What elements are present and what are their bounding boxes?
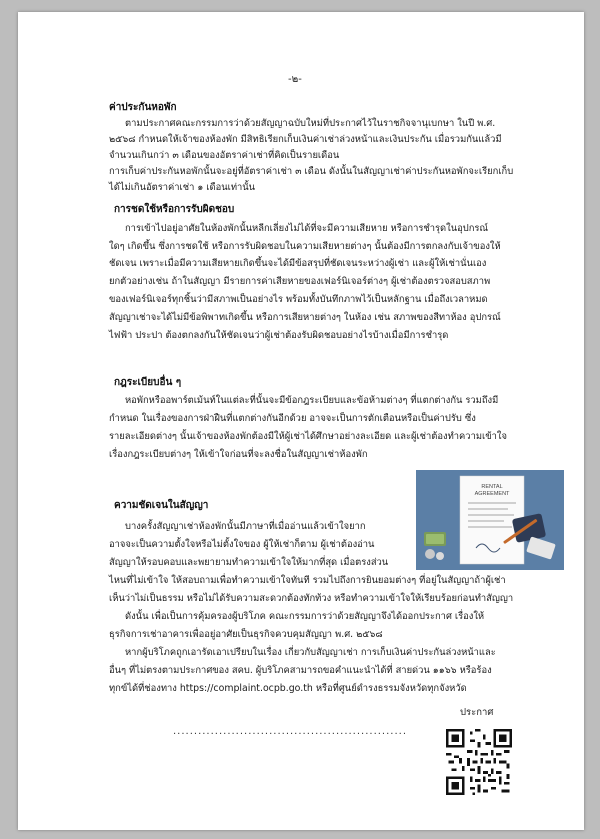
heading-compensation: การชดใช้หรือการรับผิดชอบ [114,204,235,215]
text-line: สัญญาให้รอบคอบและพยายามทำความเข้าใจให้มากที่สุด เมื่อตรงส่วน [109,557,389,568]
page-number: -๒- [288,74,302,85]
illus-doc-label-2: AGREEMENT [474,491,510,497]
text-line: รายละเอียดต่างๆ นั้นเจ้าของห้องพักต้องมีให้ผู้เช่าได้ศึกษาอย่างละเอียด และผู้เช่าต้องทำความเข้าใจ [109,431,507,442]
document-page [18,12,584,830]
text-line: ตามประกาศคณะกรรมการว่าด้วยสัญญาฉบับใหม่ที่ประกาศไว้ในราชกิจจานุเบกษา ในปี พ.ศ. [125,118,496,129]
text-line: อื่นๆ ที่ไม่ตรงตามประกาศของ สคบ. ผู้บริโภคสามารถขอคำแนะนำได้ที่ สายด่วน ๑๑๖๖ หรือร้อง [109,665,492,676]
heading-other-rules: กฎระเบียบอื่น ๆ [114,377,182,388]
text-line: เห็นว่าไม่เป็นธรรม หรือไม่ได้รับความสะดวกต้องทักท้วง หรือทำความเข้าใจให้เรียบร้อยก่อนทำสัญญา [109,593,514,604]
text-line: ไหนที่ไม่เข้าใจ ให้สอบถามเพื่อทำความเข้าใจทันที รวมไปถึงการยินยอมต่างๆ ที่อยู่ในสัญญาถ้าผู้เช่า [109,575,506,586]
text-line: ๒๕๖๘ กำหนดให้เจ้าของห้องพัก มีสิทธิเรียกเก็บเงินค่าเช่าล่วงหน้าและเงินประกัน เมื่อรวมกันแล้วมี [109,134,502,145]
text-line: ยกตัวอย่างเช่น ถ้าในสัญญา มีรายการค่าเสียหายของเฟอร์นิเจอร์ต่างๆ ผู้เช่าต้องตรวจสอบสภาพ [109,276,491,287]
text-line: บางครั้งสัญญาเช่าห้องพักนั้นมีภาษาที่เมื่ออ่านแล้วเข้าใจยาก [125,521,366,532]
text-line: ของเฟอร์นิเจอร์ทุกชิ้นว่ามีสภาพเป็นอย่างไร พร้อมทั้งบันทึกภาพไว้เป็นหลักฐาน เมื่อถึงเวลาหมด [109,294,488,305]
text-line: ใดๆ เกิดขึ้น ซึ่งการชดใช้ หรือการรับผิดชอบในความเสียหายต่างๆ นั้นต้องมีการตกลงกับเจ้าของให้ [109,241,501,252]
text-line: การเก็บค่าประกันหอพักนั้นจะอยู่ที่อัตราค่าเช่า ๓ เดือน ดังนั้นในสัญญาเช่าค่าประกันหอพักจะเรียกเก็บ [109,166,514,177]
text-line: หอพักหรืออพาร์ตเม้นท์ในแต่ละที่นั้นจะมีข้อกฎระเบียบและข้อห้ามต่างๆ ที่แตกต่างกัน รวมถึงมี [125,395,499,406]
text-line: เรื่องกฎระเบียบต่างๆ ให้เข้าใจก่อนที่จะลงชื่อในสัญญาเช่าห้องพัก [109,449,368,460]
text-line: ดังนั้น เพื่อเป็นการคุ้มครองผู้บริโภค คณะกรรมการว่าด้วยสัญญาจึงได้ออกประกาศ เรื่องให้ [125,611,485,622]
announcement-label: ประกาศ [460,707,494,718]
text-line: หากผู้บริโภคถูกเอารัดเอาเปรียบในเรื่อง เกี่ยวกับสัญญาเช่า การเก็บเงินค่าประกันล่วงหน้าและ [125,647,496,658]
heading-deposit: ค่าประกันหอพัก [109,102,177,113]
qr-code-icon [446,729,512,795]
text-line: ไฟฟ้า ประปา ต้องตกลงกันให้ชัดเจนว่าผู้เช่าต้องรับผิดชอบอย่างไรบ้างเมื่อมีการชำรุด [109,330,449,341]
text-line: จำนวนเกินกว่า ๓ เดือนของอัตราค่าเช่าที่คิดเป็นรายเดือน [109,150,340,161]
signature-line: ........................................................ [173,726,408,737]
text-line: ได้ไม่เกินอัตราค่าเช่า ๑ เดือนเท่านั้น [109,182,256,193]
text-line: ชัดเจน เพราะเมื่อมีความเสียหายเกิดขึ้นจะได้มีข้อสรุปที่ชัดเจนระหว่างผู้เช่า และผู้ให้เช่านั่นเอง [109,258,487,269]
text-line: ธุรกิจการเช่าอาคารเพื่ออยู่อาศัยเป็นธุรกิจควบคุมสัญญา พ.ศ. ๒๕๖๘ [109,629,383,640]
text-line: ทุกข์ได้ที่ช่องทาง https://complaint.ocpb.go.th หรือที่ศูนย์ดำรงธรรมจังหวัดทุกจังหวัด [109,683,467,694]
heading-clarity: ความชัดเจนในสัญญา [114,500,209,511]
text-line: กำหนด ในเรื่องของการฝ่าฝืนที่แตกต่างกันอีกด้วย อาจจะเป็นการตักเตือนหรือเป็นค่าปรับ ซึ่ง [109,413,476,424]
text-line: อาจจะเป็นความตั้งใจหรือไม่ตั้งใจของ ผู้ให้เช่าก็ตาม ผู้เช่าต้องอ่าน [109,539,375,550]
text-line: สัญญาเช่าจะได้ไม่มีข้อพิพาทเกิดขึ้น หรือการเสียหายต่างๆ ในห้อง เช่น สภาพของสีทาห้อง อุปกรณ์ [109,312,501,323]
text-line: การเข้าไปอยู่อาศัยในห้องพักนั้นหลีกเลี่ยงไม่ได้ที่จะมีความเสียหาย หรือการชำรุดในอุปกรณ์ [125,223,489,234]
rental-agreement-illustration [416,470,564,570]
illus-doc-label-1: RENTAL [481,484,503,490]
